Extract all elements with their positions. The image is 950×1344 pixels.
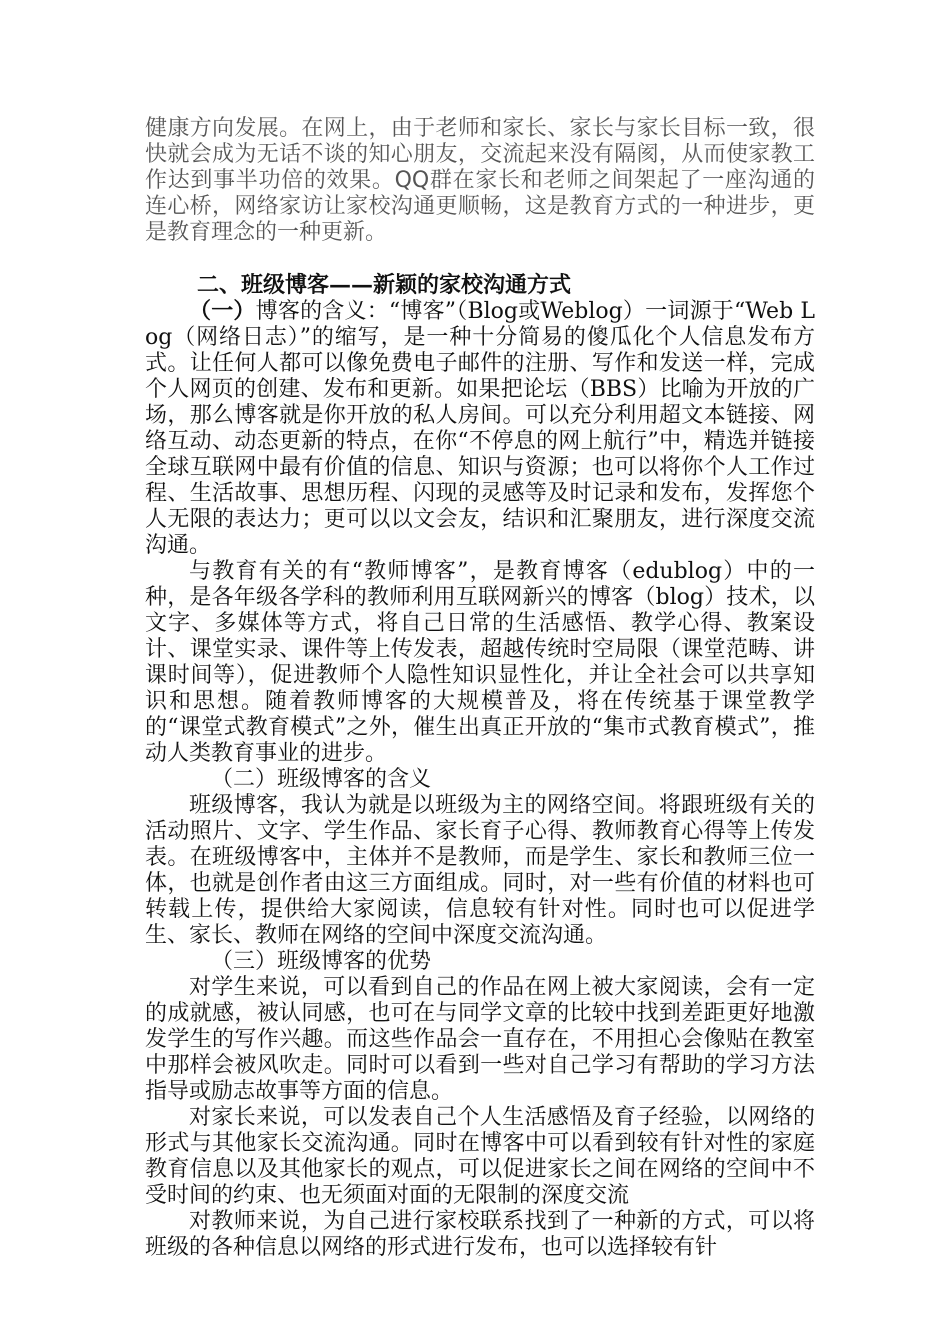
document-body [145,116,815,1261]
subsection-1-paragraph [145,298,815,559]
parents-paragraph: 对家长来说，可以发表自己个人生活感悟及育子经验，以网络的形式与其他家长交流沟通。同时在博客中可以看到较有针对性的家庭教育信息以及其他家长的观点，可以促进家长之间在网络的空间中不受时间的约束、也无须面对面的无限制的深度交流 [145,1105,815,1208]
subsection-3-heading: （三）班级博客的优势 [211,949,432,974]
subsection-1-label: （一） [189,298,256,324]
teachers-paragraph: 对教师来说，为自己进行家校联系找到了一种新的方式，可以将班级的各种信息以网络的形式进行发布，也可以选择较有针 [145,1209,815,1260]
students-paragraph: 对学生来说，可以看到自己的作品在网上被大家阅读，会有一定的成就感，被认同感，也可在与同学文章的比较中找到差距更好地激发学生的写作兴趣。而这些作品会一直存在，不用担心会像贴在教室中那样会被风吹走。同时可以看到一些对自己学习有帮助的学习方法指导或励志故事等方面的信息。 [145,975,815,1104]
subsection-1-text: 博客的含义：“博客”（Blog或Weblog）一词源于“Web Log（网络日志）”的缩写，是一种十分简易的傻瓜化个人信息发布方式。让任何人都可以像免费电子邮件的注册、写作和发送一样，完成个人网页的创建、发布和更新。如果把论坛（BBS）比喻为开放的广场，那么博客就是你开放的私人房间。可以充分利用超文本链接、网络互动、动态更新的特点，在你“不停息的网上航行”中，精选并链接全球互联网中最有价值的信息、知识与资源；也可以将你个人工作过程、生活故事、思想历程、闪现的灵感等及时记录和发布，发挥您个人无限的表达力；更可以以文会友，结识和汇聚朋友，进行深度交流沟通。 [145,299,815,558]
subsection-2-heading: （二）班级博客的含义 [211,767,432,792]
teacher-blog-paragraph: 与教育有关的有“教师博客”，是教育博客（edublog）中的一种，是各年级各学科的教师利用互联网新兴的博客（blog）技术，以文字、多媒体等方式，将自己日常的生活感悟、教学心得、教案设计、课堂实录、课件等上传发表，超越传统时空局限（课堂范畴、讲课时间等），促进教师个人隐性知识显性化，并让全社会可以共享知识和思想。随着教师博客的大规模普及，将在传统基于课堂教学的“课堂式教育模式”之外，催生出真正开放的“集市式教育模式”，推动人类教育事业的进步。 [145,559,815,766]
section-heading: 二、班级博客——新颖的家校沟通方式 [197,272,572,298]
class-blog-paragraph: 班级博客，我认为就是以班级为主的网络空间。将跟班级有关的活动照片、文字、学生作品、家长育子心得、教师教育心得等上传发表。在班级博客中，主体并不是教师，而是学生、家长和教师三位一体，也就是创作者由这三方面组成。同时，对一些有价值的材料也可转载上传，提供给大家阅读，信息较有针对性。同时也可以促进学生、家长、教师在网络的空间中深度交流沟通。 [145,793,815,948]
intro-paragraph: 健康方向发展。在网上，由于老师和家长、家长与家长目标一致，很快就会成为无话不谈的知心朋友，交流起来没有隔阂，从而使家教工作达到事半功倍的效果。QQ群在家长和老师之间架起了一座沟通的连心桥，网络家访让家校沟通更顺畅，这是教育方式的一种进步，更是教育理念的一种更新。 [145,116,815,245]
